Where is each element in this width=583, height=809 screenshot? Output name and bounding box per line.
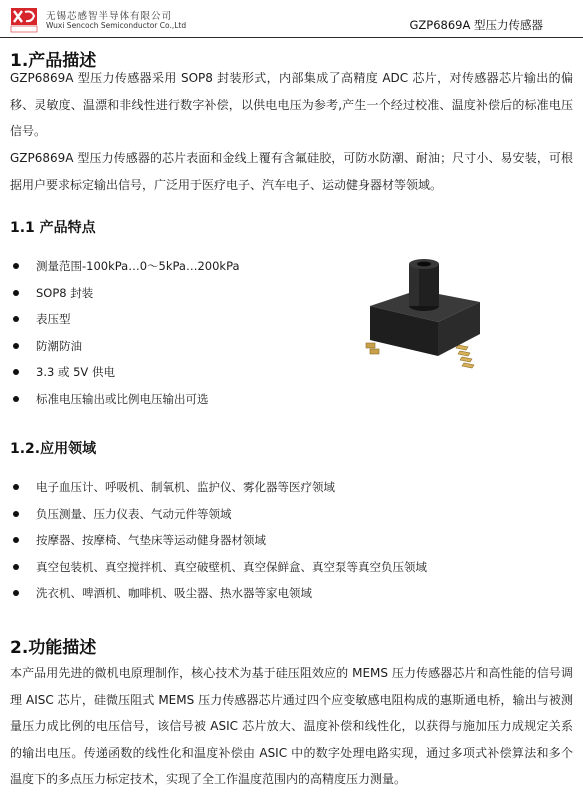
company-name-cn: 无锡芯感智半导体有限公司 (46, 11, 173, 22)
list-item: 按摩器、按摩椅、气垫床等运动健身器材领域 (10, 527, 427, 554)
list-item: 电子血压计、呼吸机、制氧机、监护仪、雾化器等医疗领域 (10, 474, 427, 501)
list-item: 表压型 (10, 306, 240, 333)
bullet-icon (13, 316, 19, 322)
document-title: GZP6869A 型压力传感器 (409, 18, 543, 32)
list-item: 3.3 或 5V 供电 (10, 359, 240, 386)
page-header (0, 0, 583, 38)
bullet-icon (13, 343, 19, 349)
header-divider (0, 37, 583, 38)
list-item: SOP8 封装 (10, 280, 240, 307)
bullet-icon (13, 590, 19, 596)
function-description-paragraph: 本产品用先进的微机电原理制作，核心技术为基于硅压阻效应的 MEMS 压力传感器芯片和高性能的信号调理 AISC 芯片，硅微压阻式 MEMS 压力传感器芯片通过四个应变敏感电阻构成的惠斯通电桥，输出与被测量压力成比例的电压信号，该信号被 ASIC 芯片放大、温度补偿和线性化，以获得与施加压力成规定关系的输出电压。传递函数的线性化和温度补偿由 ASIC 中的数字处理电路实现，通过多项式补偿算法和多个温度下的多点压力标定技术，实现了全工作温度范围内的高精度压力测量。 (10, 666, 573, 786)
list-item: 真空包装机、真空搅拌机、真空破壁机、真空保鲜盒、真空泵等真空负压领域 (10, 554, 427, 581)
product-description-paragraph-1: GZP6869A 型压力传感器采用 SOP8 封装形式，内部集成了高精度 ADC 芯片，对传感器芯片输出的偏移、灵敏度、温漂和非线性进行数字补偿，以供电电压为参考,产生一个经过校准、温度补偿后的标准电压信号。 (10, 71, 573, 138)
list-item: 防潮防油 (10, 333, 240, 360)
list-item: 洗衣机、啤酒机、咖啡机、吸尘器、热水器等家电领域 (10, 580, 427, 607)
list-item: 测量范围-100kPa…0～5kPa…200kPa (10, 253, 240, 280)
feature-list (10, 253, 240, 412)
application-list (10, 474, 427, 607)
list-item: 负压测量、压力仪表、气动元件等领域 (10, 501, 427, 528)
section-title-features: 1.1 产品特点 (10, 220, 96, 236)
bullet-icon (13, 564, 19, 570)
bullet-icon (13, 484, 19, 490)
company-logo-icon (10, 7, 38, 33)
bullet-icon (13, 511, 19, 517)
section-title-function-description: 2.功能描述 (10, 638, 97, 658)
product-description-paragraph-2: GZP6869A 型压力传感器的芯片表面和金线上覆有含氟硅胶，可防水防潮、耐油；尺寸小、易安装，可根据用户要求标定输出信号，广泛用于医疗电子、汽车电子、运动健身器材等领域。 (10, 151, 573, 192)
pressure-sensor-image (358, 248, 488, 373)
company-name-en: Wuxi Sencoch Semiconductor Co.,Ltd (46, 21, 187, 30)
bullet-icon (13, 369, 19, 375)
bullet-icon (13, 263, 19, 269)
section-title-product-description: 1.产品描述 (10, 51, 97, 71)
bullet-icon (13, 396, 19, 402)
list-item: 标准电压输出或比例电压输出可选 (10, 386, 240, 413)
bullet-icon (13, 290, 19, 296)
section-title-applications: 1.2.应用领域 (10, 441, 97, 457)
bullet-icon (13, 537, 19, 543)
